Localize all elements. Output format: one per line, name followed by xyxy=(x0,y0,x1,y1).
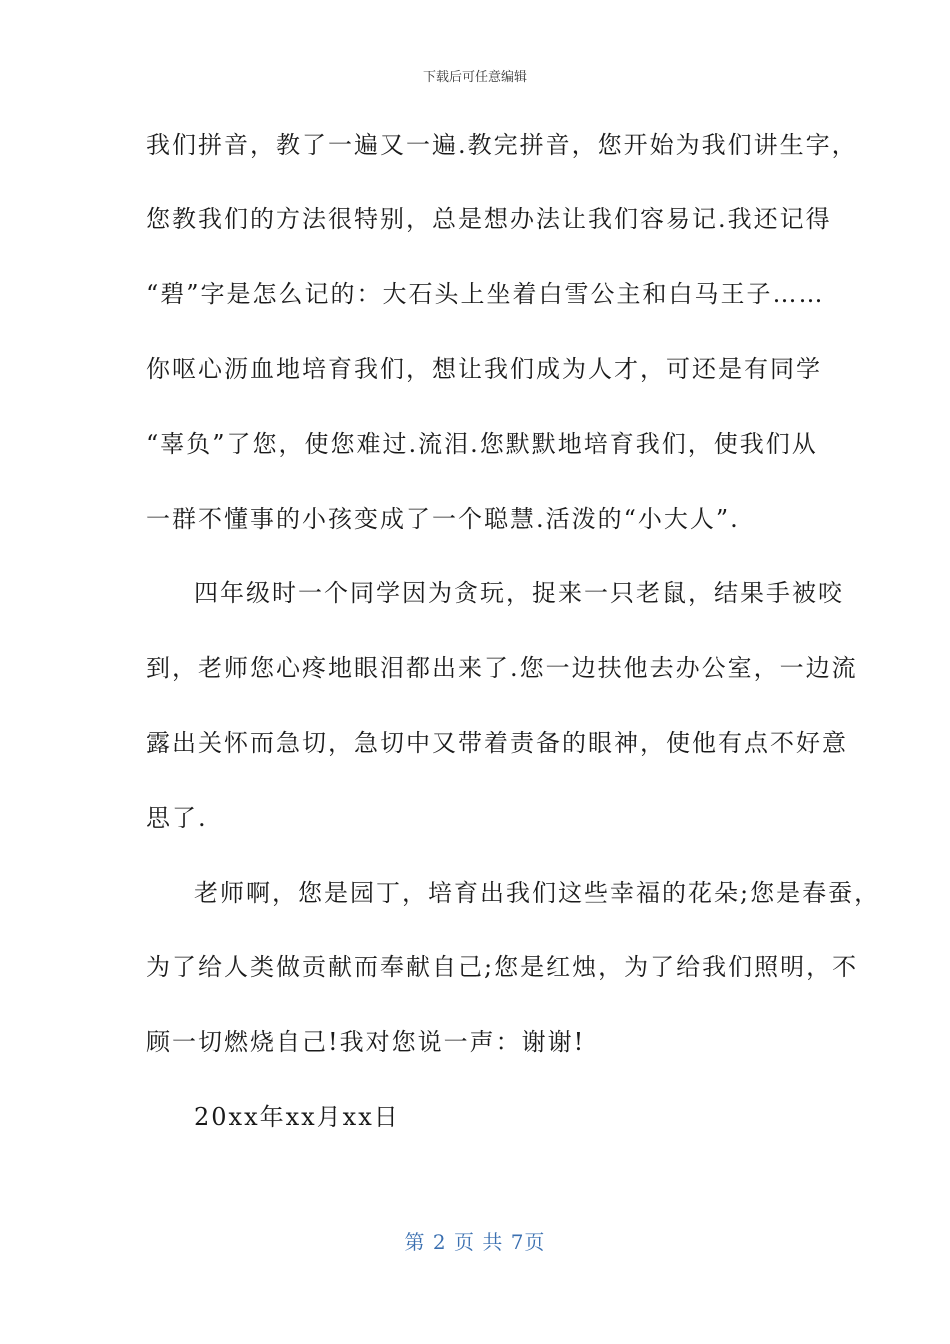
page-header: 下载后可任意编辑 xyxy=(422,70,527,85)
text-line: “碧”字是怎么记的：大石头上坐着白雪公主和白马王子…… xyxy=(146,280,825,308)
text-line: 我们拼音，教了一遍又一遍.教完拼音，您开始为我们讲生字， xyxy=(146,131,858,159)
text-line: 思了. xyxy=(146,804,208,832)
text-line: 你呕心沥血地培育我们，想让我们成为人才，可还是有同学 xyxy=(146,355,822,383)
text-line: 一群不懂事的小孩变成了一个聪慧.活泼的“小大人”. xyxy=(146,505,740,533)
text-line: 顾一切燃烧自己!我对您说一声：谢谢! xyxy=(146,1028,586,1056)
text-line: 到，老师您心疼地眼泪都出来了.您一边扶他去办公室，一边流 xyxy=(146,654,858,682)
text-line: “辜负”了您，使您难过.流泪.您默默地培育我们，使我们从 xyxy=(146,430,818,458)
text-line: 露出关怀而急切，急切中又带着责备的眼神，使他有点不好意 xyxy=(146,729,848,757)
text-line: 为了给人类做贡献而奉献自己;您是红烛，为了给我们照明，不 xyxy=(146,953,859,981)
date-line: 20xx年xx月xx日 xyxy=(194,1103,400,1131)
text-line: 您教我们的方法很特别，总是想办法让我们容易记.我还记得 xyxy=(146,205,832,233)
text-line: 四年级时一个同学因为贪玩，捉来一只老鼠，结果手被咬 xyxy=(194,579,844,607)
text-line: 老师啊，您是园丁，培育出我们这些幸福的花朵;您是春蚕， xyxy=(194,879,881,907)
page-footer: 第 2 页 共 7页 xyxy=(404,1230,546,1254)
